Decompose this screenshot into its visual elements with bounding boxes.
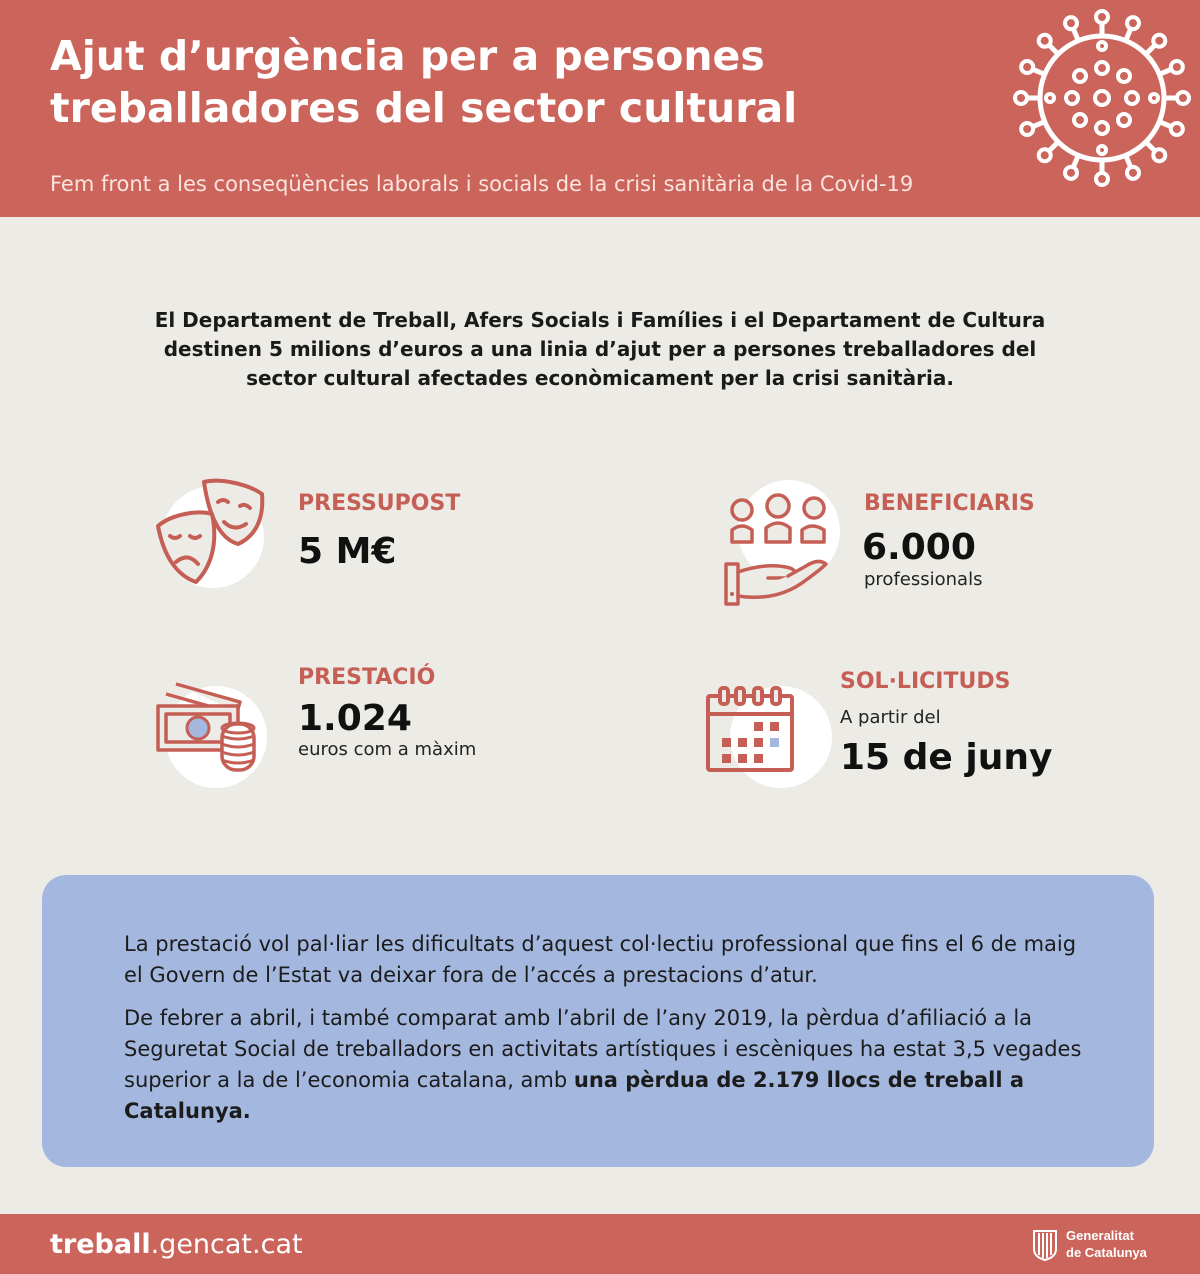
people-hand-icon (722, 490, 834, 610)
benefit-label: PRESTACIÓ (298, 665, 436, 690)
money-coins-icon (152, 676, 270, 778)
benefit-sub: euros com a màxim (298, 739, 477, 760)
virus-spike-tip (1039, 35, 1051, 47)
virus-spike-tip (1177, 92, 1189, 104)
budget-value: 5 M€ (298, 531, 397, 572)
title-line-1: Ajut d’urgència per a persones (50, 32, 765, 80)
virus-spike-tip (1021, 61, 1033, 73)
page-subtitle: Fem front a les conseqüències laborals i socials de la crisi sanitària de la Covid-19 (50, 172, 914, 196)
virus-spike-tip (1096, 11, 1108, 23)
generalitat-line-2: de Catalunya (1066, 1245, 1147, 1260)
virus-spike-tip (1127, 167, 1139, 179)
site-link[interactable] (50, 1228, 303, 1262)
site-link-rest: .gencat.cat (150, 1229, 303, 1260)
intro-text (100, 306, 1100, 393)
header-banner (0, 0, 1200, 217)
beneficiaries-sub: professionals (864, 569, 983, 590)
virus-spike-tip (1171, 61, 1183, 73)
beneficiaries-label: BENEFICIARIS (864, 491, 1035, 516)
beneficiaries-value: 6.000 (862, 527, 976, 568)
site-link-bold: treball (50, 1229, 151, 1260)
virus-spike-tip (1127, 17, 1139, 29)
virus-icon (1012, 8, 1192, 188)
virus-spike-tip (1153, 149, 1165, 161)
page-title (50, 30, 950, 134)
title-line-2: treballadores del sector cultural (50, 84, 798, 132)
virus-spike-tip (1021, 123, 1033, 135)
generalitat-logo (1032, 1227, 1182, 1263)
intro-line-1: El Departament de Treball, Afers Socials i Famílies i el Departament de Cultura (154, 308, 1046, 332)
intro-line-2: destinen 5 milions d’euros a una linia d’ajut per a persones treballadores del (163, 337, 1037, 361)
panel-paragraph-1: La prestació vol pal·liar les dificultats d’aquest col·lectiu professional que fins el 6 de maig el Govern de l’Estat va deixar fora de l’accés a prestacions d’atur. (124, 932, 1077, 987)
generalitat-line-1: Generalitat (1066, 1228, 1134, 1243)
panel-paragraph-2-bold: una pèrdua de 2.179 llocs de treball a Catalunya. (124, 1068, 1025, 1123)
generalitat-shield-icon (1032, 1229, 1058, 1261)
budget-label: PRESSUPOST (298, 491, 461, 516)
virus-spike-tip (1096, 173, 1108, 185)
calendar-icon (704, 684, 796, 774)
virus-spike-tip (1065, 17, 1077, 29)
benefit-value: 1.024 (298, 698, 412, 739)
panel-paragraph-2-text: De febrer a abril, i també comparat amb l’abril de l’any 2019, la pèrdua d’afiliació a la Seguretat Social de treballadors en activitats artístiques i escèniques ha estat 3,5 vegades superior a la de l’economia catalana, amb (124, 1006, 1082, 1092)
virus-spike-tip (1171, 123, 1183, 135)
footer-bar (0, 1214, 1200, 1274)
virus-spike-tip (1015, 92, 1027, 104)
applications-label: SOL·LICITUDS (840, 669, 1011, 694)
theater-masks-icon (152, 474, 272, 594)
intro-line-3: sector cultural afectades econòmicament per la crisi sanitària. (246, 366, 954, 390)
virus-spike-tip (1065, 167, 1077, 179)
virus-spike-tip (1039, 149, 1051, 161)
generalitat-text (1066, 1227, 1147, 1261)
applications-value: 15 de juny (840, 737, 1053, 778)
info-panel (42, 875, 1154, 1167)
virus-spike-tip (1153, 35, 1165, 47)
applications-pre: A partir del (840, 707, 941, 728)
panel-paragraph-2 (124, 1003, 1084, 1127)
